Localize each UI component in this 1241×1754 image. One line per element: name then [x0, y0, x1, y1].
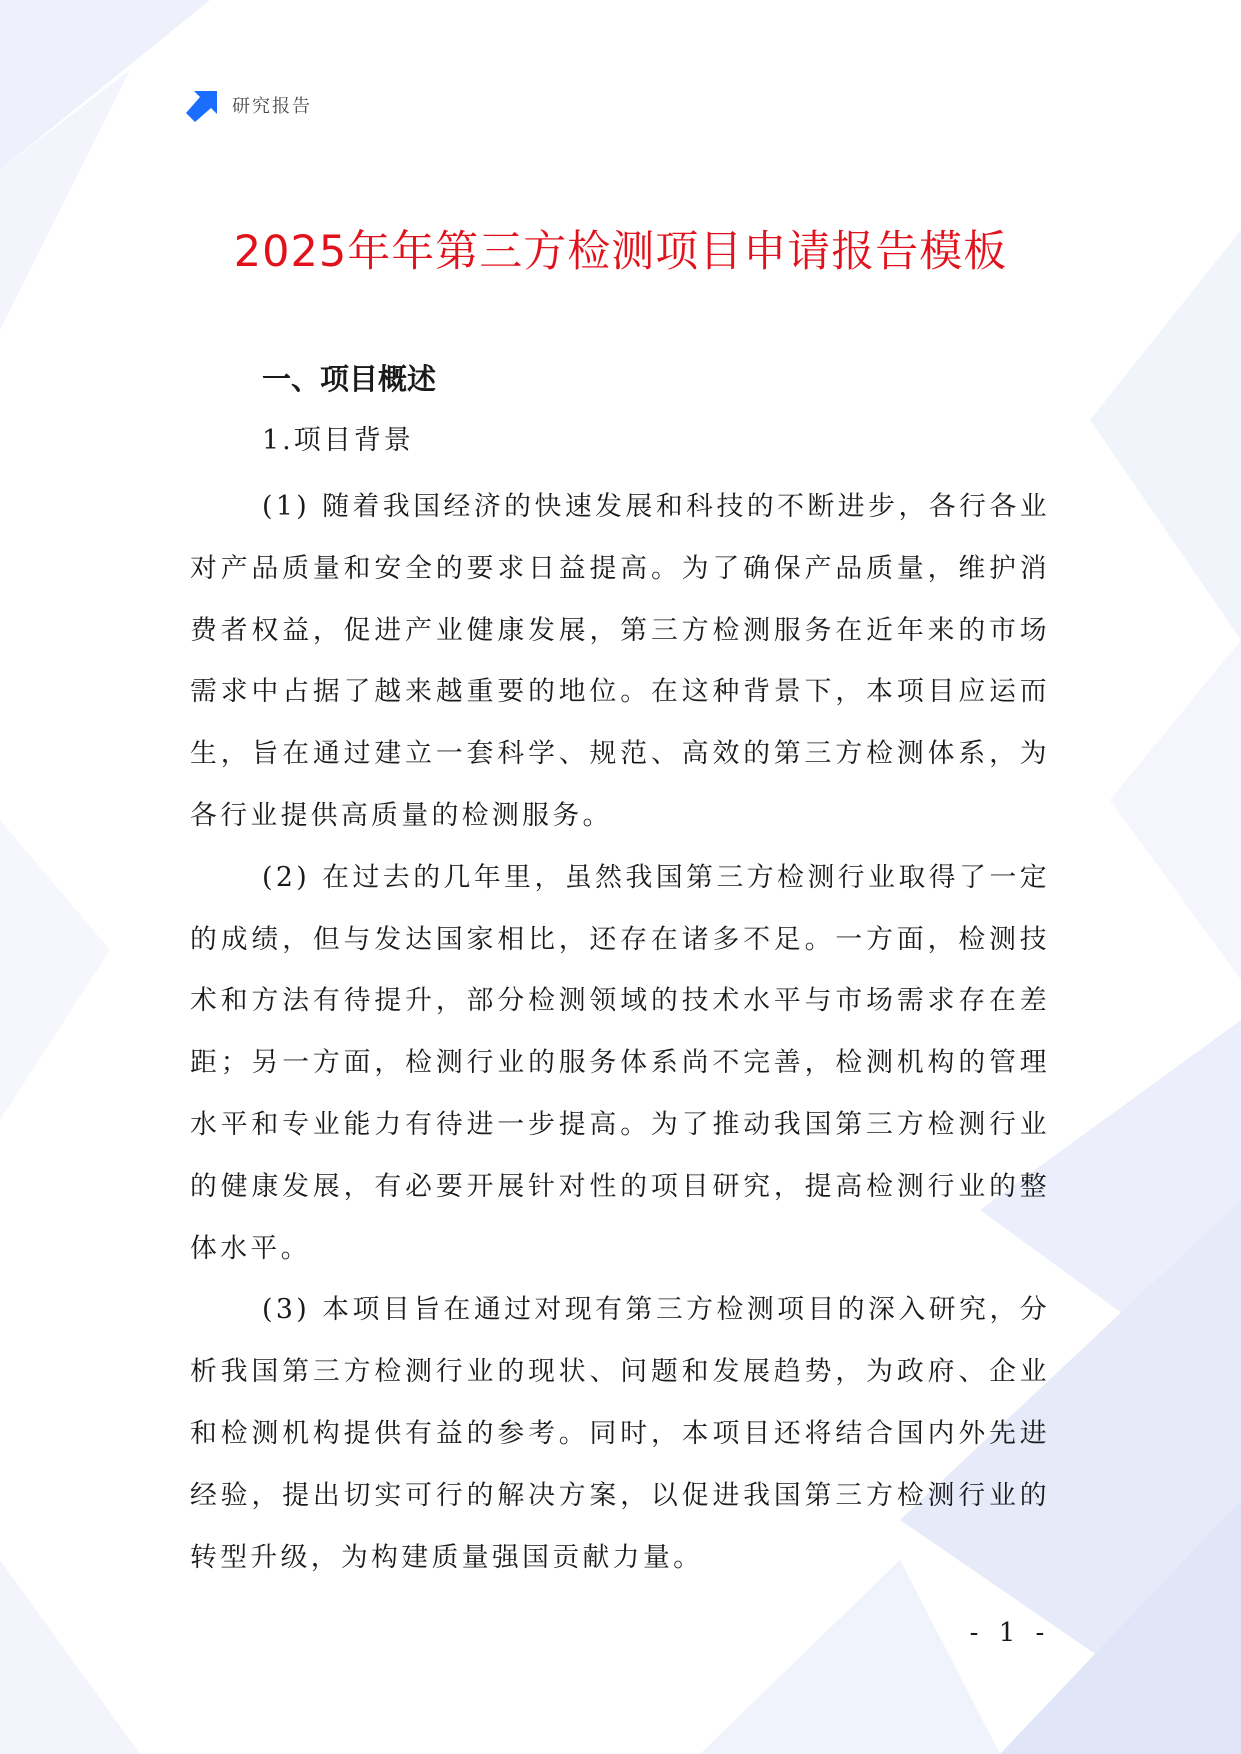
page-number: - 1 - — [969, 1618, 1051, 1648]
subsection-heading: 1.项目背景 — [262, 425, 414, 456]
paragraph-3: (3) 本项目旨在通过对现有第三方检测项目的深入研究，分析我国第三方检测行业的现状、问题和发展趋势，为政府、企业和检测机构提供有益的参考。同时，本项目还将结合国内外先进经验，提出切实可行的解决方案，以促进我国第三方检测行业的转型升级，为构建质量强国贡献力量。 — [190, 1294, 1050, 1573]
header-label: 研究报告 — [232, 96, 312, 117]
document-body — [190, 352, 1050, 1588]
report-header — [186, 88, 312, 122]
paragraph-1: (1) 随着我国经济的快速发展和科技的不断进步，各行各业对产品质量和安全的要求日益提高。为了确保产品质量，维护消费者权益，促进产业健康发展，第三方检测服务在近年来的市场需求中占据了越来越重要的地位。在这种背景下，本项目应运而生，旨在通过建立一套科学、规范、高效的第三方检测体系，为各行业提供高质量的检测服务。 — [190, 491, 1050, 831]
paragraph-2: (2) 在过去的几年里，虽然我国第三方检测行业取得了一定的成绩，但与发达国家相比，还存在诸多不足。一方面，检测技术和方法有待提升，部分检测领域的技术水平与市场需求存在差距；另一方面，检测行业的服务体系尚不完善，检测机构的管理水平和专业能力有待进一步提高。为了推动我国第三方检测行业的健康发展，有必要开展针对性的项目研究，提高检测行业的整体水平。 — [190, 861, 1050, 1264]
document-title: 2025年年第三方检测项目申请报告模板 — [233, 227, 1008, 277]
arrow-up-right-icon — [186, 88, 220, 122]
section-heading: 一、项目概述 — [262, 362, 437, 396]
